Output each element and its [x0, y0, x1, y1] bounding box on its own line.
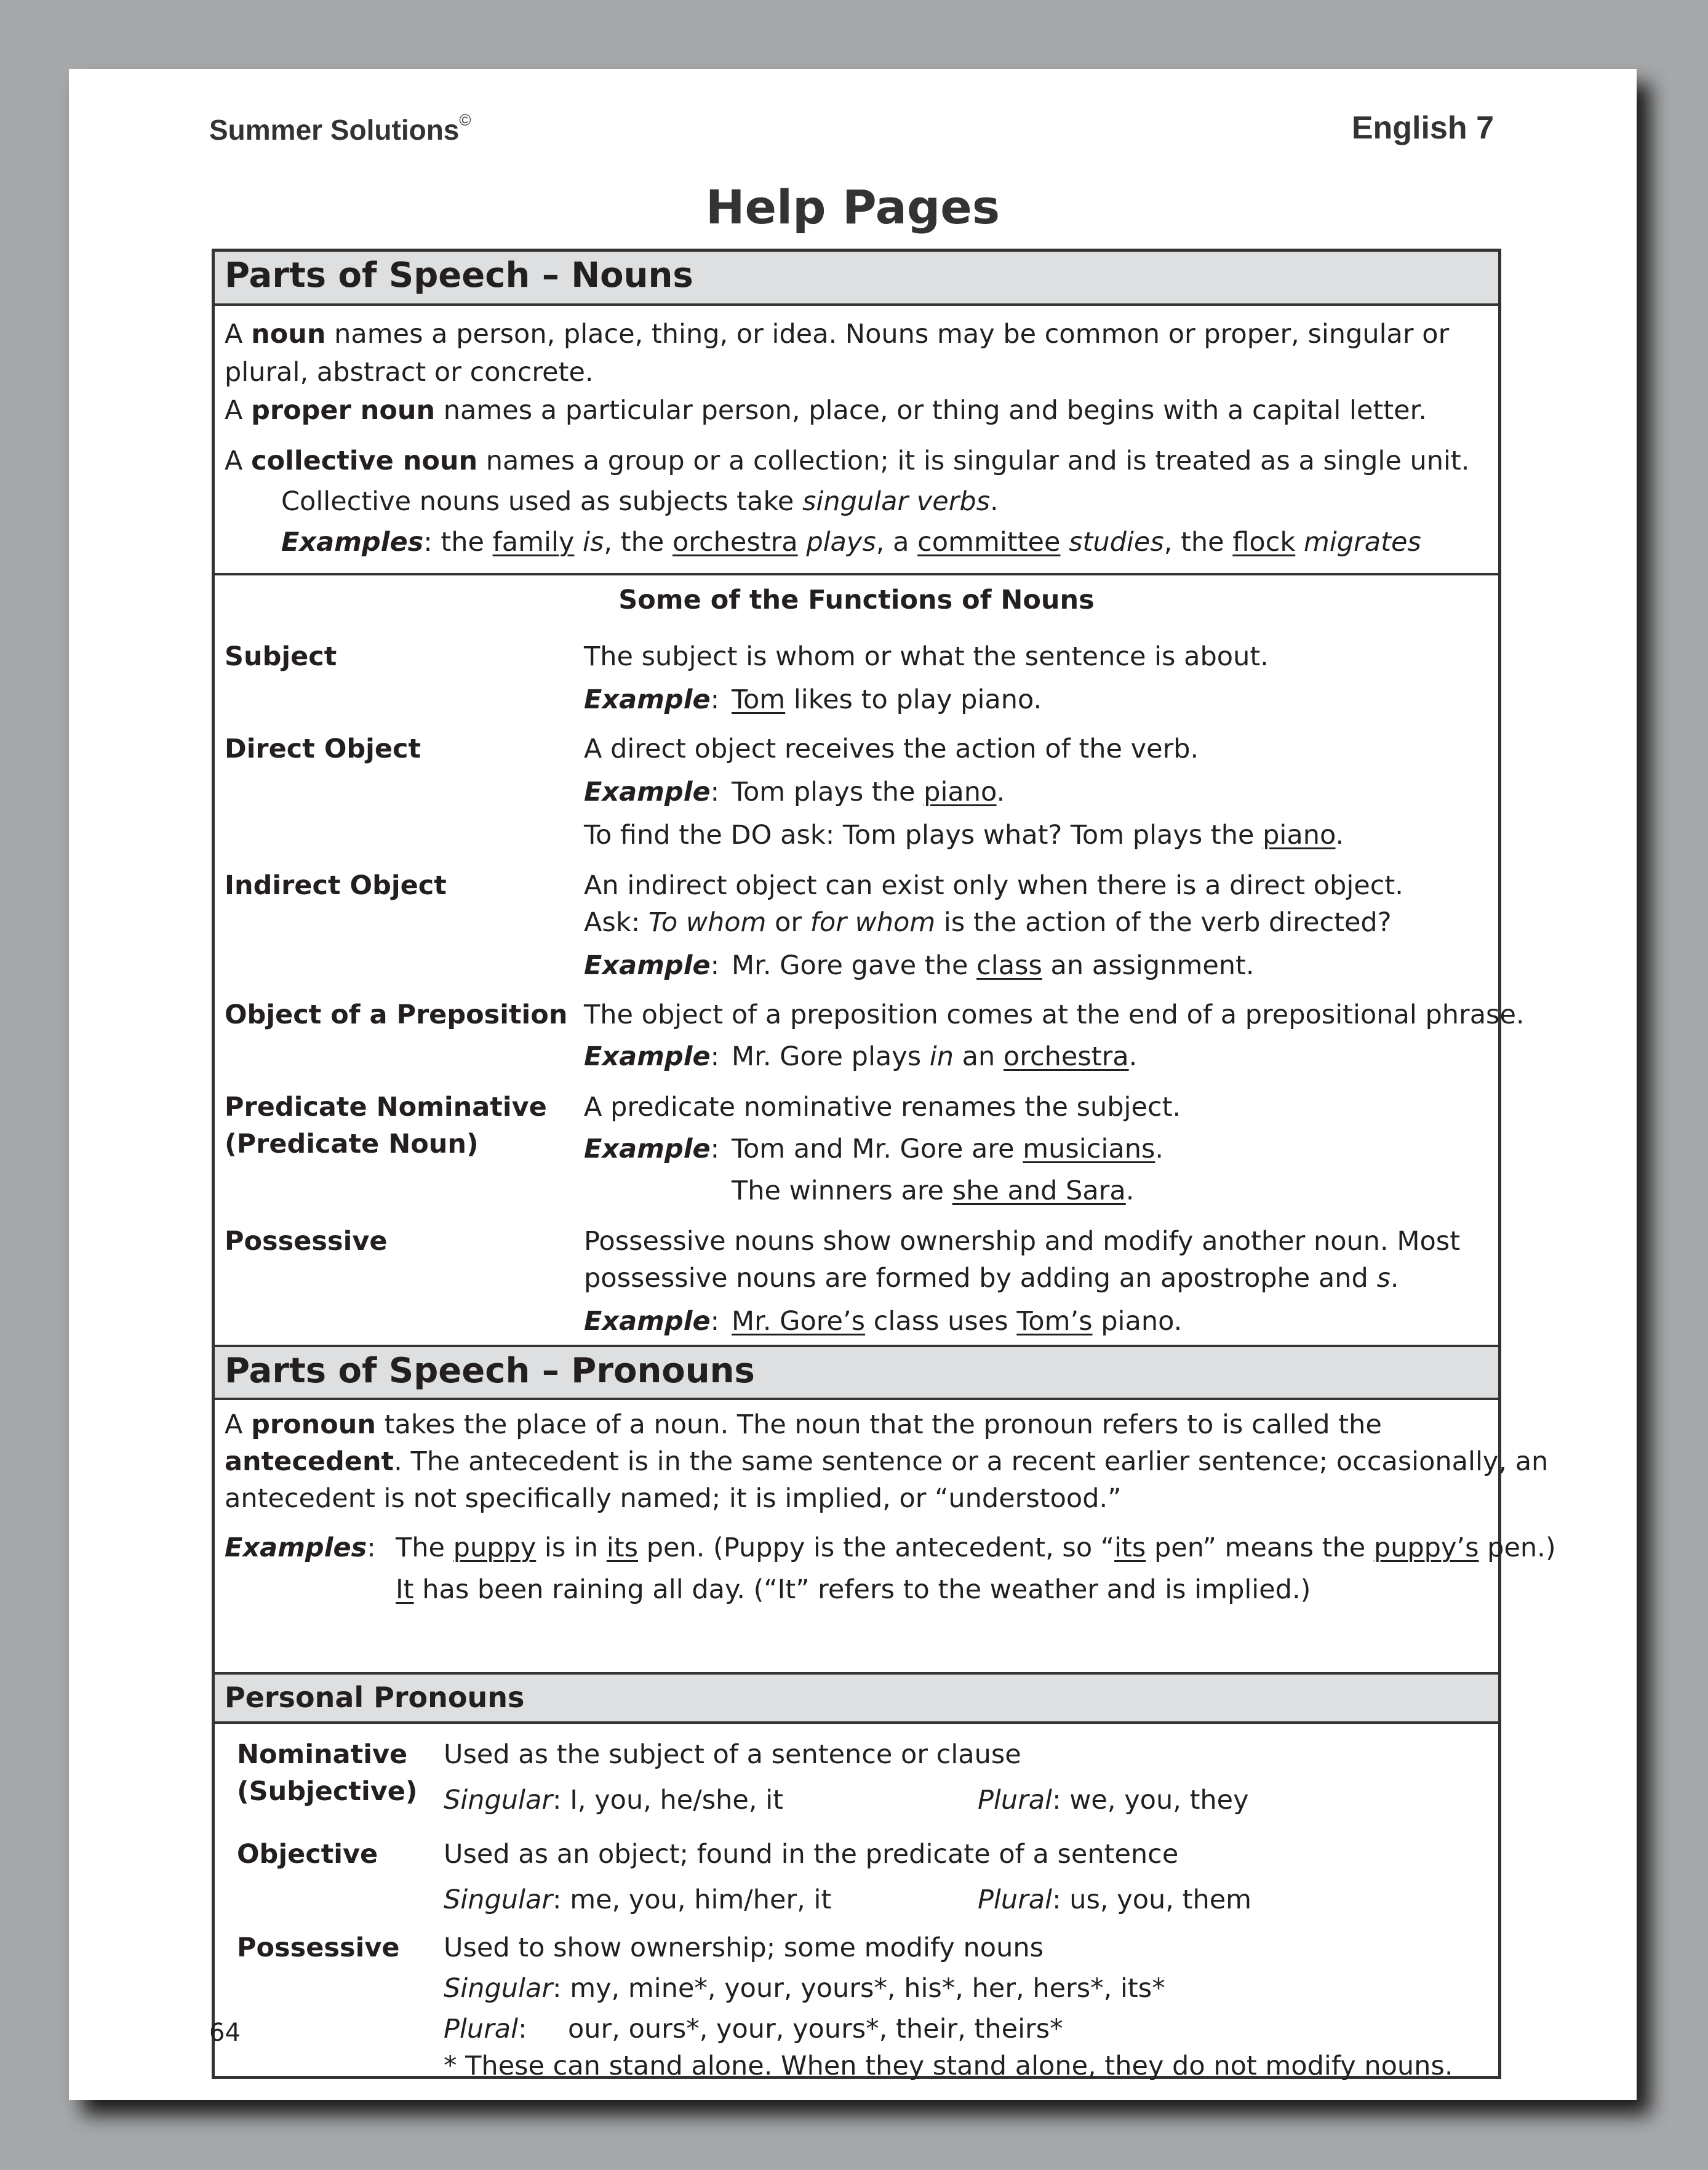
possessive-plural: our, ours*, your, yours*, their, theirs*	[568, 2014, 1063, 2044]
possessive-noun-desc: Possessive nouns show ownership and modify another noun. Most	[584, 1226, 1461, 1257]
page-number: 64	[209, 2019, 241, 2047]
subject-label: Subject	[225, 641, 337, 672]
book-title: Summer Solutions	[209, 114, 460, 146]
worksheet-page	[69, 69, 1637, 2100]
copyright-mark: ©	[459, 111, 471, 129]
page-title: Help Pages	[705, 180, 1000, 234]
predicate-nominative-example: Tom and Mr. Gore are musicians.	[732, 1134, 1164, 1164]
objective-singular: Singular: me, you, him/her, it	[444, 1884, 832, 1915]
antecedent-definition-cont: antecedent is not specifically named; it is implied, or “understood.”	[225, 1483, 1122, 1514]
nominative-plural: Plural: we, you, they	[978, 1785, 1249, 1816]
indirect-object-example: Mr. Gore gave the class an assignment.	[732, 950, 1255, 981]
predicate-nominative-label: Predicate Nominative	[225, 1092, 547, 1123]
indirect-object-example-label: Example:	[584, 950, 720, 981]
nominative-label: Nominative	[237, 1739, 408, 1770]
indirect-object-desc: An indirect object can exist only when there is a direct object.	[584, 870, 1403, 901]
possessive-footnote: * These can stand alone. When they stand alone, they do not modify nouns.	[444, 2051, 1453, 2081]
possessive-singular: Singular: my, mine*, your, yours*, his*, her, hers*, its*	[444, 1973, 1165, 2004]
personal-pronouns-header: Personal Pronouns	[215, 1672, 1498, 1724]
header-right: English 7	[1351, 110, 1494, 146]
possessive-noun-label: Possessive	[225, 1226, 388, 1257]
predicate-noun-label: (Predicate Noun)	[225, 1129, 479, 1159]
object-of-preposition-label: Object of a Preposition	[225, 999, 568, 1030]
functions-title: Some of the Functions of Nouns	[618, 585, 1095, 615]
noun-definition: A noun names a person, place, thing, or idea. Nouns may be common or proper, singular or	[225, 319, 1450, 350]
direct-object-example: Tom plays the piano.	[732, 777, 1005, 807]
nouns-section-header: Parts of Speech – Nouns	[215, 249, 1498, 306]
subject-example-label: Example:	[584, 684, 720, 715]
pronoun-examples-label: Examples:	[225, 1532, 376, 1563]
indirect-object-label: Indirect Object	[225, 870, 447, 901]
nominative-desc: Used as the subject of a sentence or clause	[444, 1739, 1021, 1770]
predicate-nominative-desc: A predicate nominative renames the subject.	[584, 1092, 1181, 1123]
possessive-plural-label: Plural:	[444, 2014, 527, 2044]
object-of-preposition-example-label: Example:	[584, 1041, 720, 1072]
subject-example: Tom likes to play piano.	[732, 684, 1042, 715]
noun-definition-cont: plural, abstract or concrete.	[225, 357, 594, 388]
possessive-noun-desc-cont: possessive nouns are formed by adding an apostrophe and s.	[584, 1263, 1399, 1294]
predicate-nominative-example-label: Example:	[584, 1134, 720, 1164]
header-left	[209, 113, 471, 146]
predicate-nominative-example-2: The winners are she and Sara.	[732, 1175, 1135, 1206]
direct-object-label: Direct Object	[225, 734, 421, 764]
object-of-preposition-example: Mr. Gore plays in an orchestra.	[732, 1041, 1138, 1072]
objective-label: Objective	[237, 1839, 378, 1870]
pronoun-example-2: It has been raining all day. (“It” refers to the weather and is implied.)	[396, 1574, 1311, 1605]
object-of-preposition-desc: The object of a preposition comes at the end of a prepositional phrase.	[584, 999, 1525, 1030]
possessive-noun-example: Mr. Gore’s class uses Tom’s piano.	[732, 1306, 1183, 1337]
help-table	[212, 249, 1556, 2081]
subject-desc: The subject is whom or what the sentence is about.	[584, 641, 1269, 672]
collective-noun-definition: A collective noun names a group or a collection; it is singular and is treated as a single unit.	[225, 446, 1470, 476]
collective-noun-examples: Examples: the family is, the orchestra plays, a committee studies, the flock migrates	[281, 527, 1421, 558]
divider	[215, 573, 1498, 575]
possessive-noun-example-label: Example:	[584, 1306, 720, 1337]
pronoun-example-1: The puppy is in its pen. (Puppy is the antecedent, so “its pen” means the puppy’s pen.)	[396, 1532, 1556, 1563]
pronoun-definition: A pronoun takes the place of a noun. The noun that the pronoun refers to is called the	[225, 1409, 1382, 1440]
possessive-pronoun-desc: Used to show ownership; some modify nouns	[444, 1932, 1044, 1963]
objective-desc: Used as an object; found in the predicate of a sentence	[444, 1839, 1179, 1870]
antecedent-definition: antecedent. The antecedent is in the same sentence or a recent earlier sentence; occasionally, an	[225, 1446, 1549, 1477]
objective-plural: Plural: us, you, them	[978, 1884, 1252, 1915]
nominative-singular: Singular: I, you, he/she, it	[444, 1785, 784, 1816]
subjective-label: (Subjective)	[237, 1776, 418, 1807]
direct-object-example-label: Example:	[584, 777, 720, 807]
direct-object-tip: To find the DO ask: Tom plays what? Tom plays the piano.	[584, 820, 1344, 851]
proper-noun-definition: A proper noun names a particular person, place, or thing and begins with a capital letter.	[225, 395, 1427, 426]
pronouns-section-header: Parts of Speech – Pronouns	[215, 1345, 1498, 1400]
possessive-pronoun-label: Possessive	[237, 1932, 400, 1963]
direct-object-desc: A direct object receives the action of the verb.	[584, 734, 1199, 764]
indirect-object-ask: Ask: To whom or for whom is the action of the verb directed?	[584, 907, 1392, 938]
collective-noun-note: Collective nouns used as subjects take singular verbs.	[281, 486, 999, 517]
